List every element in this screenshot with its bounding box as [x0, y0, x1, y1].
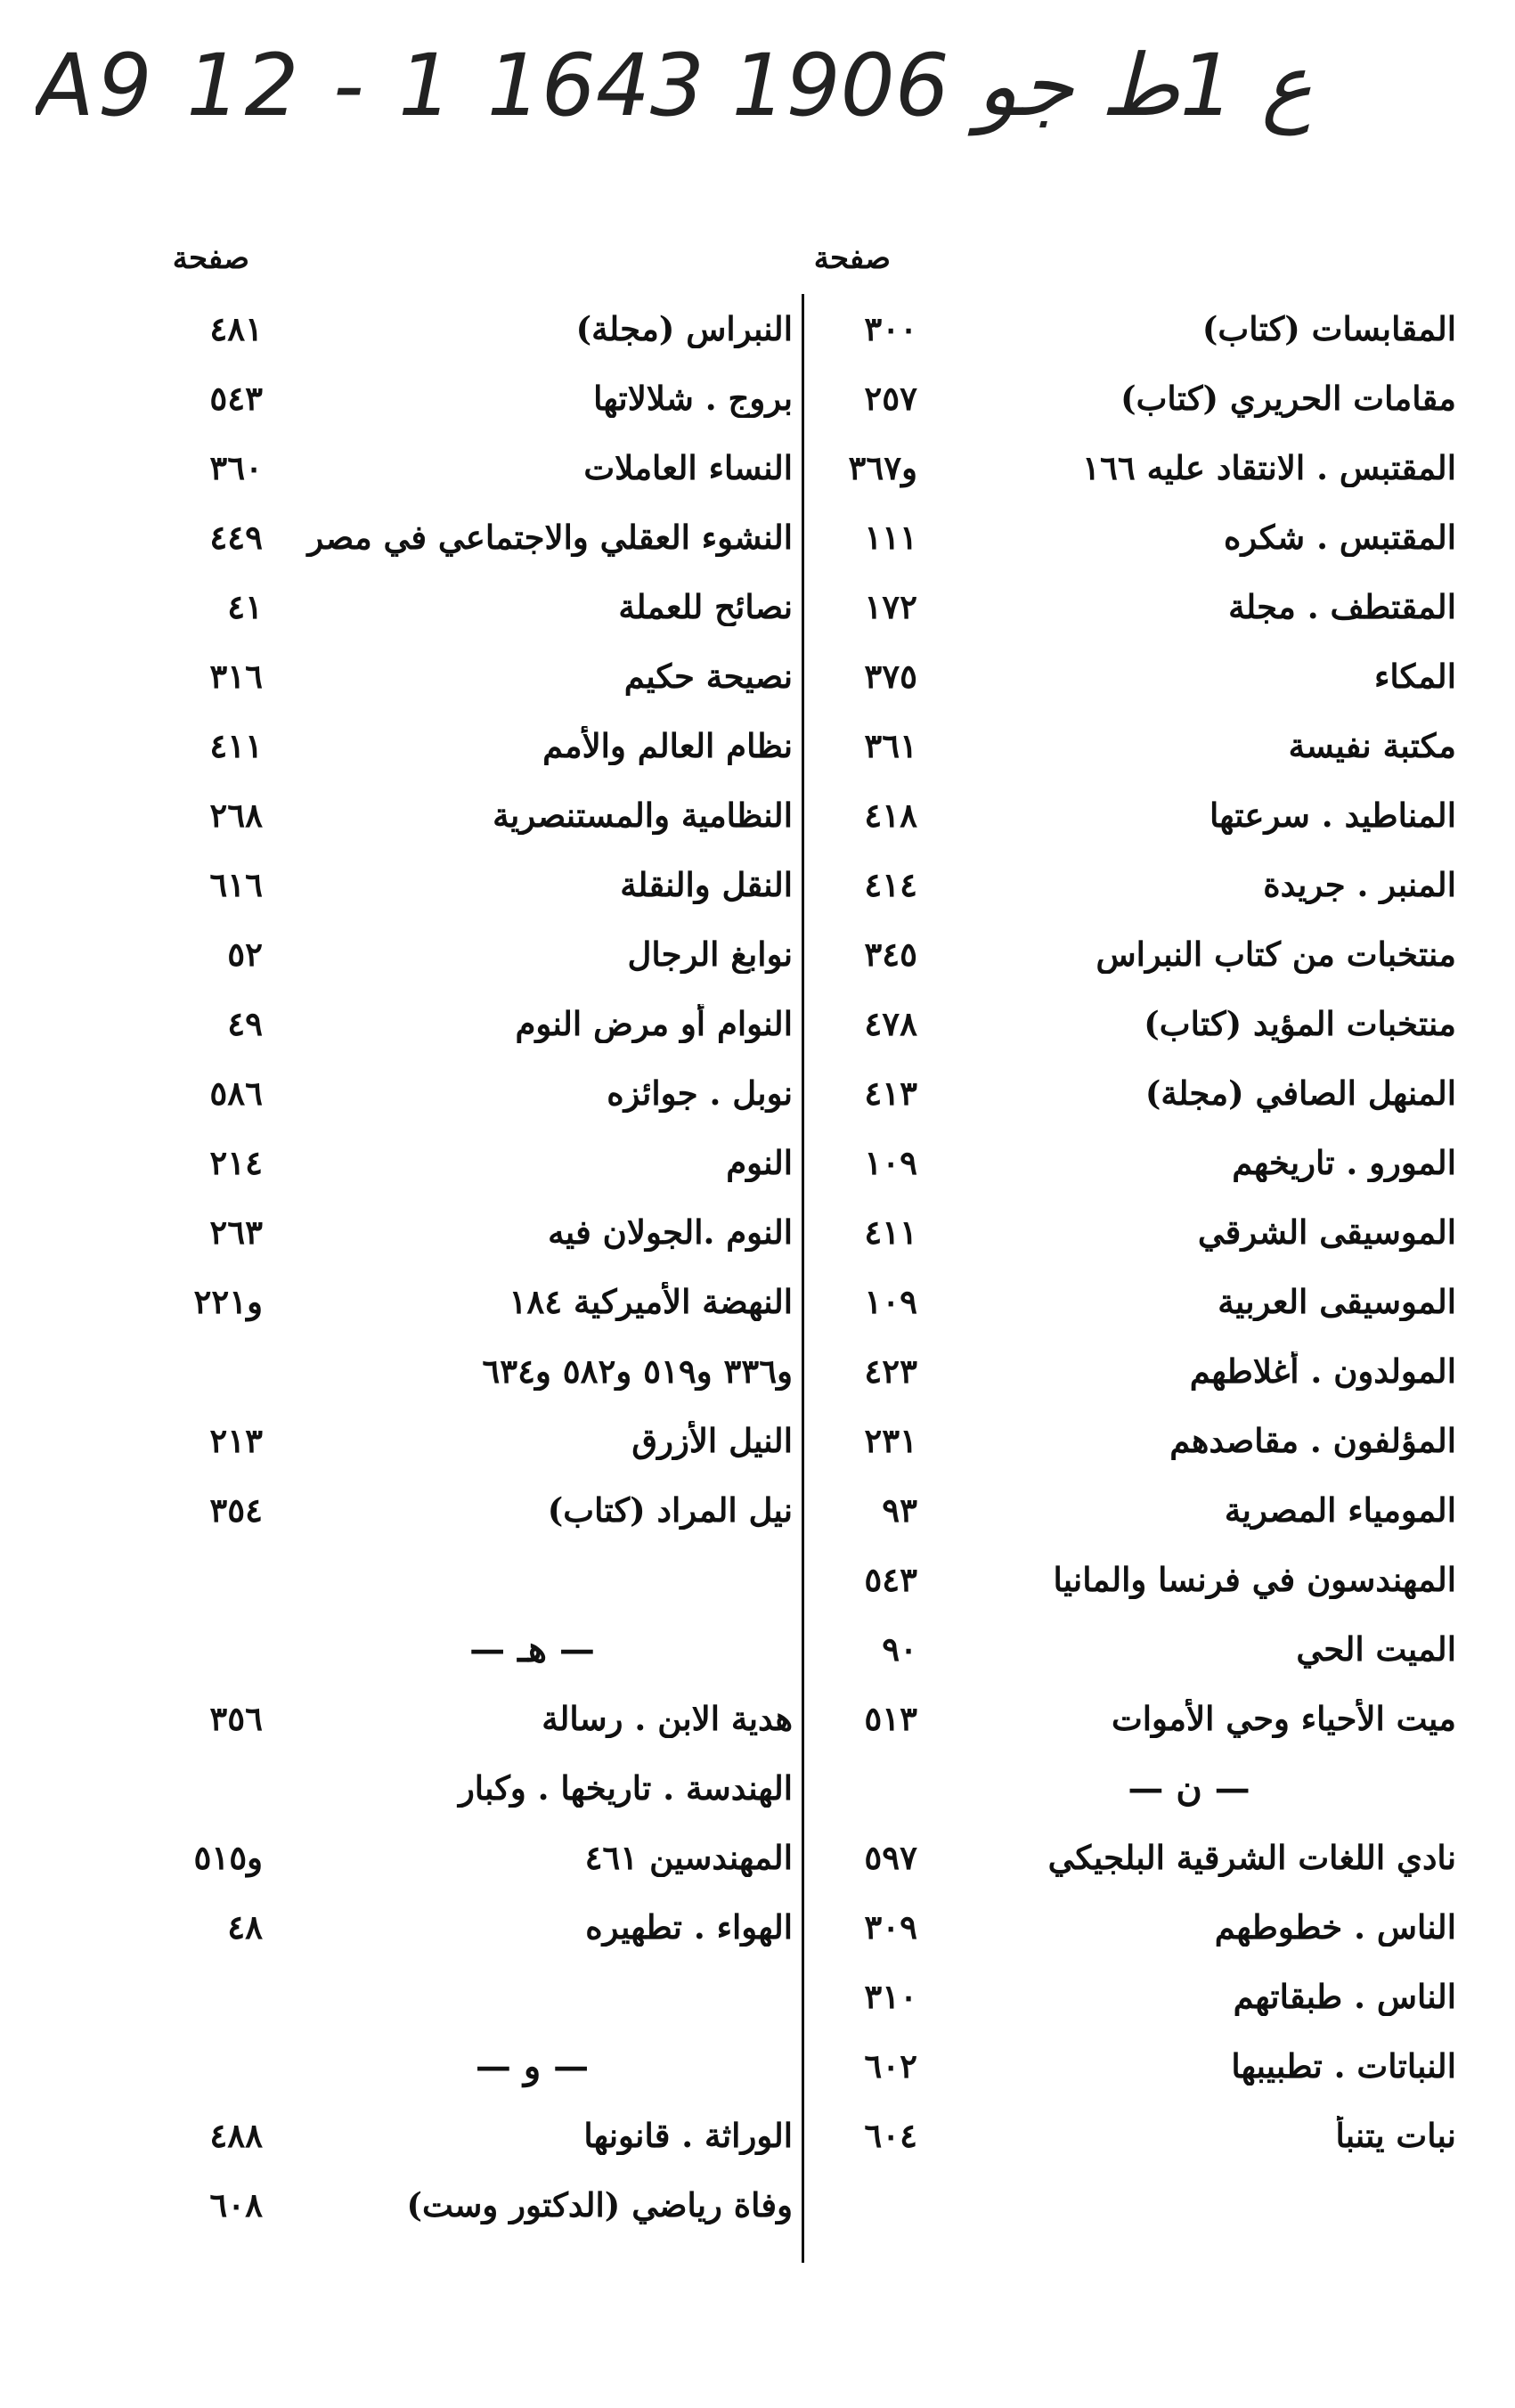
entry-title: المناطيد . سرعتها — [1209, 796, 1456, 835]
entry-title: المقتبس . الانتقاد عليه ١٦٦ — [1082, 448, 1456, 487]
spacer — [165, 1545, 793, 1614]
page-number: ٦١٦ — [209, 865, 263, 904]
index-entry — [806, 641, 1456, 711]
page-number: ٣٧٥ — [864, 657, 917, 696]
page-number: ٥٨٦ — [209, 1073, 263, 1113]
index-entry — [806, 1197, 1456, 1267]
entry-title: ميت الأحياء وحي الأموات — [1111, 1699, 1456, 1738]
page-column-header: صفحة — [172, 241, 249, 276]
index-entry — [165, 1128, 793, 1197]
index-entry — [165, 1336, 793, 1406]
index-entry — [806, 433, 1456, 502]
entry-title: المهندسون في فرنسا والمانيا — [1053, 1560, 1456, 1599]
page-number: ١٠٩ — [864, 1143, 917, 1182]
page-number: ٢٦٨ — [209, 796, 263, 835]
entry-title: الهندسة . تاريخها . وكبار — [458, 1768, 793, 1808]
page-number: ٣٠٠ — [864, 309, 917, 348]
page-number: ٦٠٢ — [864, 2046, 917, 2086]
index-entry — [165, 919, 793, 989]
entry-title: الموسيقى الشرقي — [1197, 1212, 1456, 1252]
entry-title: بروج . شلالاتها — [593, 379, 793, 418]
entry-title: نصائح للعملة — [618, 587, 793, 626]
page-number: ٣١٦ — [209, 657, 263, 696]
page-number: ٤٩ — [227, 1004, 263, 1043]
index-entry — [806, 780, 1456, 850]
section-heading-waw: — و — — [475, 2045, 590, 2087]
index-entry — [165, 641, 793, 711]
index-entry — [165, 989, 793, 1058]
entry-title: النوم .الجولان فيه — [548, 1212, 793, 1252]
entry-title: المهندسين ٤٦١ — [584, 1838, 793, 1877]
index-entry — [165, 2101, 793, 2170]
entry-title: نبات يتنبأ — [1335, 2116, 1456, 2155]
entry-title: و٣٣٦ و٥١٩ و٥٨٢ و٦٣٤ — [482, 1351, 793, 1391]
page-number: ٥٢ — [227, 935, 263, 974]
entry-title: منتخبات المؤيد (كتاب) — [1144, 1004, 1456, 1043]
index-entry — [165, 1475, 793, 1545]
page-number: ٣٥٦ — [209, 1699, 263, 1738]
index-entry — [165, 850, 793, 919]
index-entry — [806, 1406, 1456, 1475]
page-number: ٤٨٨ — [209, 2116, 263, 2155]
index-entry — [806, 1823, 1456, 1892]
index-entry — [165, 711, 793, 780]
entry-title: الهواء . تطهيره — [585, 1907, 793, 1947]
entry-title: نيل المراد (كتاب) — [547, 1490, 793, 1530]
entry-title: نظام العالم والأمم — [542, 726, 793, 765]
entry-title: الموسيقى العربية — [1218, 1282, 1456, 1321]
page-number: ١٧٢ — [864, 587, 917, 626]
page-number: ٤١٣ — [864, 1073, 917, 1113]
index-entry — [806, 989, 1456, 1058]
page-column-header: صفحة — [813, 241, 891, 276]
entry-title: نصيحة حكيم — [623, 657, 793, 696]
page-number: ٤١٤ — [864, 865, 917, 904]
entry-title: المقتبس . شكره — [1223, 518, 1456, 557]
index-entry — [806, 502, 1456, 572]
page-number: ٣١٠ — [864, 1977, 917, 2016]
index-entry — [806, 1058, 1456, 1128]
entry-title: هدية الابن . رسالة — [542, 1699, 793, 1738]
page-number: ٤١١ — [864, 1212, 917, 1252]
index-entry — [806, 711, 1456, 780]
index-entry — [165, 433, 793, 502]
spacer — [165, 1962, 793, 2031]
index-entry — [806, 1962, 1456, 2031]
page-number: ٢١٣ — [209, 1421, 263, 1460]
page-number: ٣٤٥ — [864, 935, 917, 974]
index-entry — [806, 1545, 1456, 1614]
entry-title: النباتات . تطبيبها — [1231, 2046, 1456, 2086]
page-number: و٥١٥ — [193, 1838, 263, 1877]
entry-title: الميت الحي — [1296, 1629, 1456, 1669]
index-entry — [165, 1892, 793, 1962]
entry-title: النساء العاملات — [583, 448, 793, 487]
page-number: ٤٢٣ — [864, 1351, 917, 1391]
page-number: ٦٠٨ — [209, 2185, 263, 2224]
index-entry — [806, 919, 1456, 989]
entry-title: النقل والنقلة — [620, 865, 793, 904]
index-entry — [165, 1753, 793, 1823]
index-entry — [165, 1058, 793, 1128]
page-number: و٣٦٧ — [848, 448, 917, 487]
entry-title: الوراثة . قانونها — [583, 2116, 793, 2155]
page-number: ٦٠٤ — [864, 2116, 917, 2155]
column-divider — [802, 294, 804, 2263]
page-number: ٤١١ — [209, 726, 263, 765]
page-number: ٢٦٣ — [209, 1212, 263, 1252]
page-number: ٥٤٣ — [209, 379, 263, 418]
page-number: ٤١٨ — [864, 796, 917, 835]
index-entry — [806, 363, 1456, 433]
entry-title: مقامات الحريري (كتاب) — [1120, 379, 1456, 418]
index-entry — [806, 1684, 1456, 1753]
index-entry — [165, 1197, 793, 1267]
index-entry — [806, 1336, 1456, 1406]
entry-title: المنهل الصافي (مجلة) — [1144, 1073, 1456, 1113]
index-entry — [165, 2170, 793, 2240]
entry-title: المولدون . أغلاطهم — [1189, 1351, 1456, 1391]
index-entry — [165, 363, 793, 433]
page-number: ٥٤٣ — [864, 1560, 917, 1599]
handwritten-catalog-note: A9 12 - 1 ع 1ط جو 1906 1643 — [36, 36, 1313, 135]
entry-title: الناس . خطوطهم — [1214, 1907, 1456, 1947]
entry-title: الناس . طبقاتهم — [1233, 1977, 1456, 2016]
index-entry — [165, 1823, 793, 1892]
page-number: ١٠٩ — [864, 1282, 917, 1321]
entry-title: مكتبة نفيسة — [1288, 726, 1456, 765]
entry-title: المقتطف . مجلة — [1228, 587, 1456, 626]
entry-title: المومياء المصرية — [1224, 1490, 1456, 1530]
index-entry — [165, 1267, 793, 1336]
page-number: ٥٩٧ — [864, 1838, 917, 1877]
page-number: ٩٠ — [882, 1629, 917, 1669]
index-entry — [165, 780, 793, 850]
entry-title: النوام أو مرض النوم — [515, 1004, 793, 1043]
index-entry — [165, 294, 793, 363]
entry-title: النهضة الأميركية ١٨٤ — [509, 1282, 793, 1321]
page-number: ٤٨١ — [209, 309, 263, 348]
entry-title: المورو . تاريخهم — [1232, 1143, 1456, 1182]
index-entry — [165, 572, 793, 641]
index-entry — [806, 572, 1456, 641]
page-number: ٣٦١ — [864, 726, 917, 765]
page-number: ٣٦٠ — [209, 448, 263, 487]
index-column-left — [165, 241, 793, 2240]
index-entry — [806, 1892, 1456, 1962]
page-number: ٢٥٧ — [864, 379, 917, 418]
section-heading-ha: — هـ — — [469, 1628, 595, 1670]
page-number: ٤٧٨ — [864, 1004, 917, 1043]
index-entry — [806, 2101, 1456, 2170]
page-number: ٥١٣ — [864, 1699, 917, 1738]
section-heading-nun: — ن — — [1128, 1767, 1250, 1809]
entry-title: وفاة رياضي (الدكتور وست) — [406, 2185, 793, 2224]
index-entry — [806, 2031, 1456, 2101]
page-number: ٣٥٤ — [209, 1490, 263, 1530]
page-number: ١١١ — [864, 518, 917, 557]
page-number: ٢٣١ — [864, 1421, 917, 1460]
index-column-right — [806, 241, 1456, 2170]
page-number: ٢١٤ — [209, 1143, 263, 1182]
index-entry — [165, 1684, 793, 1753]
page-number: ٩٣ — [882, 1490, 917, 1530]
page-number: ٤٤٩ — [209, 518, 263, 557]
index-entry — [806, 1475, 1456, 1545]
entry-title: النظامية والمستنصرية — [493, 796, 793, 835]
entry-title: النشوء العقلي والاجتماعي في مصر — [307, 518, 793, 557]
index-entry — [806, 1614, 1456, 1684]
entry-title: النيل الأزرق — [631, 1421, 793, 1460]
entry-title: النبراس (مجلة) — [575, 309, 793, 348]
index-entry — [806, 1128, 1456, 1197]
index-entry — [806, 294, 1456, 363]
entry-title: نوبل . جوائزه — [607, 1073, 793, 1113]
index-entry — [165, 502, 793, 572]
page-number: و٢٢١ — [193, 1282, 263, 1321]
entry-title: المقابسات (كتاب) — [1201, 309, 1456, 348]
page-number: ٤٨ — [227, 1907, 263, 1947]
entry-title: منتخبات من كتاب النبراس — [1096, 935, 1456, 974]
index-entry — [806, 1267, 1456, 1336]
entry-title: نادي اللغات الشرقية البلجيكي — [1047, 1838, 1456, 1877]
page-number: ٤١ — [227, 587, 263, 626]
index-entry — [165, 1406, 793, 1475]
entry-title: المكاء — [1373, 657, 1456, 696]
index-entry — [806, 850, 1456, 919]
page-number: ٣٠٩ — [864, 1907, 917, 1947]
entry-title: المؤلفون . مقاصدهم — [1169, 1421, 1456, 1460]
entry-title: المنبر . جريدة — [1263, 865, 1456, 904]
entry-title: نوابغ الرجال — [627, 935, 793, 974]
entry-title: النوم — [726, 1143, 793, 1182]
